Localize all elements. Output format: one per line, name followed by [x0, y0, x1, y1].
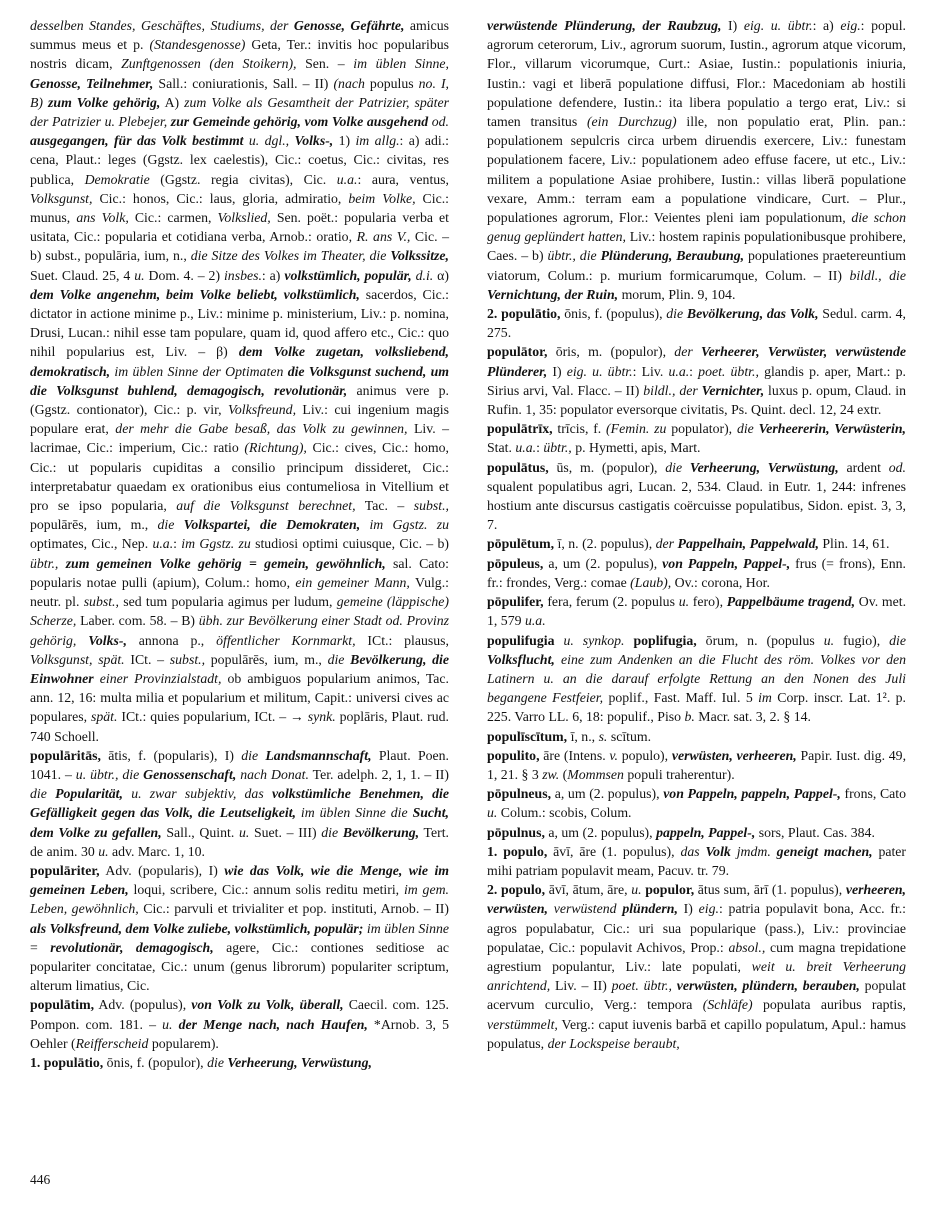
dictionary-entry-populo-1: 1. populo, āvī, āre (1. populus), das Volk jmdm. geneigt machen, pater mihi patriam populavit meam, Pacuv. tr. 79.	[487, 843, 907, 878]
dictionary-entry-populito: populito, āre (Intens. v. populo), verwüsten, verheeren, Papir. Iust. dig. 49, 1, 21. § 3 zw. (Mommsen populi traherentur).	[487, 747, 907, 782]
dictionary-entry-populatus: populātus, ūs, m. (populor), die Verheerung, Verwüstung, ardent od. squalent populatibus agri, Lucan. 2, 534. Claud. in Eutr. 1, 244: infrenes hostium ante discursus castigatis coërcuisse populatibus, Sidon. epist. 3, 3, 7.	[487, 459, 906, 533]
dictionary-entry-populetum: pōpulētum, ī, n. (2. populus), der Pappelhain, Pappelwald, Plin. 14, 61.	[487, 536, 890, 552]
dictionary-entry-populator: populātor, ōris, m. (populor), der Verheerer, Verwüster, verwüstende Plünderer, I) eig. u. übtr.: Liv. u.a.: poet. übtr., glandis p. aper, Mart.: p. Sirius arvi, Val. Flacc. – II) bildl., der Vernichter, luxus p. opum, Claud. in Rufin. 1, 35: populator eversorque civitatis, Ps. Quint. decl. 12, 24 extr.	[487, 344, 907, 418]
dictionary-entry-populiscitum: populīscītum, ī, n., s. scītum.	[487, 728, 652, 744]
dictionary-entry-populatrix: populātrīx, trīcis, f. (Femin. zu populator), die Verheererin, Verwüsterin, Stat. u.a.: übtr., p. Hymetti, apis, Mart.	[487, 421, 907, 456]
dictionary-entry-populnus: pōpulnus, a, um (2. populus), pappeln, Pappel-, sors, Plaut. Cas. 384.	[487, 824, 875, 840]
dictionary-entry-populeus: pōpuleus, a, um (2. populus), von Pappeln, Pappel-, frus (= frons), Enn. fr.: frondes, Verg.: comae (Laub), Ov.: corona, Hor.	[487, 555, 907, 590]
dictionary-entry-populatio-1: 1. populātio, ōnis, f. (populor), die Verheerung, Verwüstung,	[30, 1054, 372, 1070]
dictionary-entry-populifer: pōpulifer, fera, ferum (2. populus u. fero), Pappelbäume tragend, Ov. met. 1, 579 u.a.	[487, 594, 907, 629]
dictionary-entry-popularitas: populāritās, ātis, f. (popularis), I) die Landsmannschaft, Plaut. Poen. 1041. – u. übtr., die Genossenschaft, nach Donat. Ter. adelph. 2, 1, 1. – II) die Popularität, u. zwar subjektiv, das volkstümliche Benehmen, die Gefälligkeit gegen das Volk, die Leutseligkeit, im üblen Sinne die Sucht, dem Volke zu gefallen, Sall., Quint. u. Suet. – III) die Bevölkerung, Tert. de anim. 30 u. adv. Marc. 1, 10.	[30, 747, 450, 859]
entry-continuation-popularis: desselben Standes, Geschäftes, Studiums, der Genosse, Gefährte, amicus summus meus et p. (Standesgenosse) Geta, Ter.: invitis hoc popularibus nostris dicam, Zunftgenossen (den Stoikern), Sen. – im üblen Sinne, Genosse, Teilnehmer, Sall.: coniurationis, Sall. – II) (nach populus no. I, B) zum Volke gehörig, A) zum Volke als Gesamtheit der Patrizier, später der Patrizier u. Plebejer, zur Gemeinde gehörig, vom Volke ausgehend od. ausgegangen, für das Volk bestimmt u. dgl., Volks-, 1) im allg.: a) adi.: cena, Plaut.: leges (Ggstz. lex caelestis), Cic.: coetus, Cic.: civitas, res publica, Demokratie (Ggstz. regia civitas), Cic. u.a.: aura, ventus, Volksgunst, Cic.: honos, Cic.: laus, gloria, admiratio, beim Volke, Cic.: munus, ans Volk, Cic.: carmen, Volkslied, Sen. poët.: popularia verba et usitata, Cic.: popularia et cotidiana verba, Arnob.: oratio, R. ans V., Cic. – b) subst., populāria, ium, n., die Sitze des Volkes im Theater, die Volkssitze, Suet. Claud. 25, 4 u. Dom. 4. – 2) insbes.: a) volkstümlich, populär, d.i. α) dem Volke angenehm, beim Volke beliebt, volkstümlich, sacerdos, Cic.: dictator in actione minime p., Liv.: minime p. ministerium, Liv.: p. nomina, Drusi, Lucan.: nihil esse tam populare, quam id, quod affero etc., Cic.: quo nihil popularius est, Liv. – β) dem Volke zugetan, volksliebend, demokratisch, im üblen Sinne der Optimaten die Volksgunst suchend, um die Volksgunst buhlend, demagogisch, revolutionär, animus vere p. (Ggstz. contionator), Cic.: p. vir, Volksfreund, Liv.: cui ingenium magis populare erat, der mehr die Gabe besaß, das Volk zu gewinnen, Liv. – lacrimae, Cic.: imperium, Cic.: ratio (Richtung), Cic.: cives, Cic.: homo, Cic.: ut popularis cupiditas a consilio principum dissideret, Cic.: interpretabatur quaedam ex orationibus eius contumeliosa in Vitellium et pro se ipso popularia, auf die Volksgunst berechnet, Tac. – subst., populārēs, ium, m., die Volkspartei, die Demokraten, im Ggstz. zu optimates, Cic., Nep. u.a.: im Ggstz. zu studiosi optimi cuiusque, Cic. – b) übtr., zum gemeinen Volke gehörig = gemein, gewöhnlich, sal. Cato: popularis notae pulli (apium), Colum.: homo, ein gemeiner Mann, Vulg.: neutr. pl. subst., sed tum popularia agimus per ludum, gemeine (läppische) Scherze, Laber. com. 58. – B) übh. zur Bevölkerung einer Stadt od. Provinz gehörig, Volks-, annona p., öffentlicher Kornmarkt, ICt.: plausus, Volksgunst, spät. ICt. – subst., populārēs, ium, m., die Bevölkerung, die Einwohner einer Provinzialstadt, ob ambiguos popularium animos, Tac. ann. 12, 16: multa milia et popularium et militum, Capit.: universi cives ac populares, spät. ICt.: quies popularium, ICt. – → synk. poplāris, Plaut. rud. 740 Schoell.	[30, 18, 450, 744]
dictionary-entry-populo-2: 2. populo, āvī, ātum, āre, u. populor, ātus sum, ārī (1. populus), verheeren, verwüsten, verwüstend plündern, I) eig.: patria populavit bona, Acc. fr.: agros populabatur, Cic.: uri sua popularique (pass.), Liv.: provinciae populatae, Cic.: populavit Achivos, Prop.: absol., cum magna trepidatione agrestium populantur, Liv.: late populati, weit u. breit Verheerung anrichtend, Liv. – II) poet. übtr., verwüsten, plündern, berauben, populat acervum curculio, Verg.: tempora (Schläfe) populata auribus raptis, verstümmelt, Verg.: caput iuvenis barbā et capillo populatum, Apul.: hamus populatus, der Lockspeise beraubt,	[487, 882, 907, 1051]
text-columns	[30, 16, 906, 1072]
dictionary-entry-populariter: populāriter, Adv. (popularis), I) wie das Volk, wie die Menge, wie im gemeinen Leben, loqui, scribere, Cic.: annum solis reditu metiri, im gem. Leben, gewöhnlich, Cic.: parvuli et trivialiter et pop. instituti, Arnob. – II) als Volksfreund, dem Volke zuliebe, volkstümlich, populär; im üblen Sinne = revolutionär, demagogisch, agere, Cic.: contiones seditiose ac populariter concitatae, Cic.: unum (genus librorum) populariter scriptum, alterum limatius, Cic.	[30, 862, 450, 994]
column-left	[30, 16, 449, 1072]
dictionary-entry-populifugia: populifugia u. synkop. poplifugia, ōrum, n. (populus u. fugio), die Volksflucht, eine zum Andenken an die Flucht des röm. Volkes vor den Latinern u. an die darauf erfolgte Rettung an den Nonen des Juli begangene Festfeier, poplif., Fast. Maff. Iul. 5 im Corp. inscr. Lat. 1². p. 225. Varro LL. 6, 18: populif., Piso b. Macr. sat. 3, 2. § 14.	[487, 632, 906, 725]
dictionary-entry-populatio-2: 2. populātio, ōnis, f. (populus), die Bevölkerung, das Volk, Sedul. carm. 4, 275.	[487, 306, 906, 341]
page-number: 446	[30, 1172, 51, 1187]
column-right	[487, 16, 906, 1072]
entry-continuation-populatio-1: verwüstende Plünderung, der Raubzug, I) eig. u. übtr.: a) eig.: popul. agrorum ceterorum, Liv., agrorum suorum, Iustin., agrorum atque vicorum, Flor., villarum vicorumque, Curt.: Asiae, Iustin.: populationis iniuria, Iustin.: vagi et liberā populatione diffusi, Flor.: Macedoniam ab hostili populatione defendere, Iustin.: ita libera populatio a tergo erat, Liv.: si tamen transitus (ein Durchzug) ille, non populatio erat, Plin. pan.: populationem sepulcris circa urbem diruendis exercere, Liv.: funestam populationem facere, Liv.: populationem adeo effuse facere, ut etc., Liv.: militem a populatione Asiae prohibere, Iustin.: villas liberā populatione vexare, Amm.: terram eam a populatione vindicare, Curt. – Plur., populationes agrorum, Flor.: Veientes pleni iam populationum, die schon genug geplündert hatten, Liv.: hostem rapinis populationibusque prohibere, Caes. – b) übtr., die Plünderung, Beraubung, populationes praetereuntium viatorum, Colum.: p. murium formicarumque, Colum. – II) bildl., die Vernichtung, der Ruin, morum, Plin. 9, 104.	[487, 18, 906, 302]
dictionary-entry-populatim: populātim, Adv. (populus), von Volk zu Volk, überall, Caecil. com. 125. Pompon. com. 181. – u. der Menge nach, nach Haufen, *Arnob. 3, 5 Oehler (Reifferscheid popularem).	[30, 997, 449, 1051]
dictionary-entry-populneus: pōpulneus, a, um (2. populus), von Pappeln, pappeln, Pappel-, frons, Cato u. Colum.: scobis, Colum.	[487, 786, 907, 821]
